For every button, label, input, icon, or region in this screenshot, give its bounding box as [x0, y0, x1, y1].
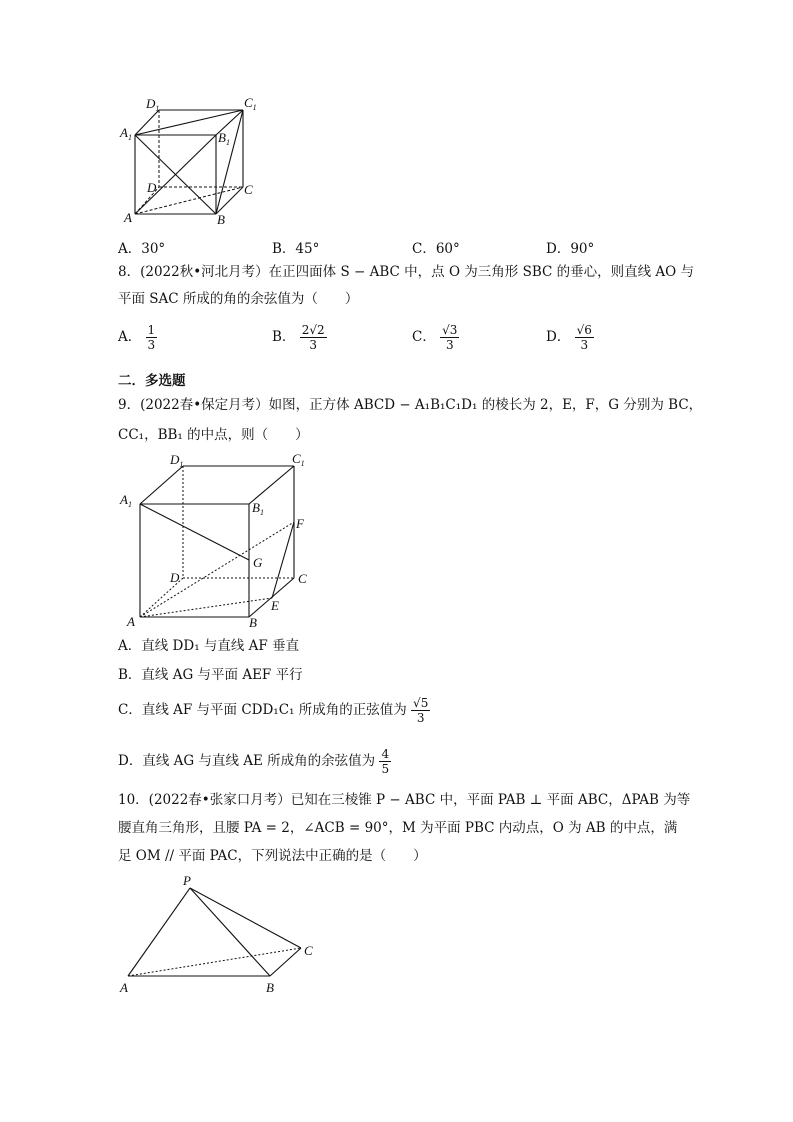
- q9-label-D1: $D_1$: [170, 452, 184, 469]
- q10-stem-line3: 足 OM // 平面 PAC，下列说法中正确的是（ ）: [118, 848, 427, 864]
- q9-label-A: A: [127, 614, 135, 629]
- q8-option-a: A． $\frac{1}{3}$: [118, 323, 156, 352]
- q9-cube-figure: [115, 452, 325, 632]
- q9-option-c: C．直线 AF 与平面 CDD₁C₁ 所成角的正弦值为 $\frac{√5}{3}$: [118, 696, 429, 725]
- q9-label-F: F: [296, 516, 304, 531]
- q7-label-D: D: [147, 180, 157, 195]
- q9-stem-line1: 9．(2022春•保定月考）如图，正方体 ABCD − A₁B₁C₁D₁ 的棱长为 2，E，F，G 分别为 BC，: [118, 397, 703, 413]
- q7-label-B: B: [217, 212, 225, 227]
- q9-label-G: G: [253, 555, 263, 570]
- q7-cube-figure: [115, 92, 275, 232]
- q7-option-c: C．60°: [412, 241, 460, 257]
- q10-label-C: C: [304, 943, 313, 958]
- q9-option-a: A．直线 DD₁ 与直线 AF 垂直: [118, 638, 300, 654]
- q9-label-D: D: [170, 570, 180, 585]
- q7-label-B1: $B_1$: [218, 130, 230, 147]
- q7-label-C1: $C_1$: [244, 95, 257, 112]
- q10-pyramid-figure: [112, 872, 327, 1002]
- q9-label-B1: $B_1$: [252, 500, 264, 517]
- q7-option-d: D．90°: [546, 241, 595, 257]
- q10-label-P: P: [183, 873, 191, 888]
- q7-label-A: A: [124, 210, 132, 225]
- q8-option-d: D． $\frac{√6}{3}$: [546, 323, 592, 352]
- q7-label-D1: $D_1$: [146, 96, 160, 113]
- q8-stem-line2: 平面 SAC 所成的角的余弦值为（ ）: [118, 291, 359, 307]
- q10-stem-line2: 腰直角三角形，且腰 PA = 2，∠ACB = 90°，M 为平面 PBC 内动点，O 为 AB 的中点，满: [118, 820, 678, 836]
- q9-label-B: B: [249, 615, 257, 630]
- q9-label-C: C: [298, 571, 307, 586]
- q9-label-E: E: [271, 598, 279, 613]
- q7-label-A1: $A_1$: [120, 125, 132, 142]
- section-title-multiple-choice: 二．多选题: [118, 373, 186, 389]
- q10-label-B: B: [266, 980, 274, 995]
- q8-option-c: C． $\frac{√3}{3}$: [412, 323, 458, 352]
- q8-stem-line1: 8．(2022秋•河北月考）在正四面体 S − ABC 中，点 O 为三角形 SBC 的垂心，则直线 AO 与: [118, 264, 695, 280]
- q8-option-b: B． $\frac{2√2}{3}$: [272, 323, 325, 352]
- q9-option-b: B．直线 AG 与平面 AEF 平行: [118, 667, 303, 683]
- q10-label-A: A: [120, 980, 128, 995]
- q9-label-C1: $C_1$: [292, 452, 305, 468]
- q9-stem-line2: CC₁，BB₁ 的中点，则（ ）: [118, 427, 309, 443]
- q10-stem-line1: 10．(2022春•张家口月考）已知在三棱锥 P − ABC 中，平面 PAB ⊥ 平面 ABC，ΔPAB 为等: [118, 792, 691, 808]
- q7-option-a: A．30°: [118, 241, 166, 257]
- q9-label-A1: $A_1$: [120, 492, 132, 509]
- q9-option-d: D．直线 AG 与直线 AE 所成角的余弦值为 $\frac{4}{5}$: [118, 747, 390, 776]
- q7-label-C: C: [244, 182, 253, 197]
- q7-option-b: B．45°: [272, 241, 320, 257]
